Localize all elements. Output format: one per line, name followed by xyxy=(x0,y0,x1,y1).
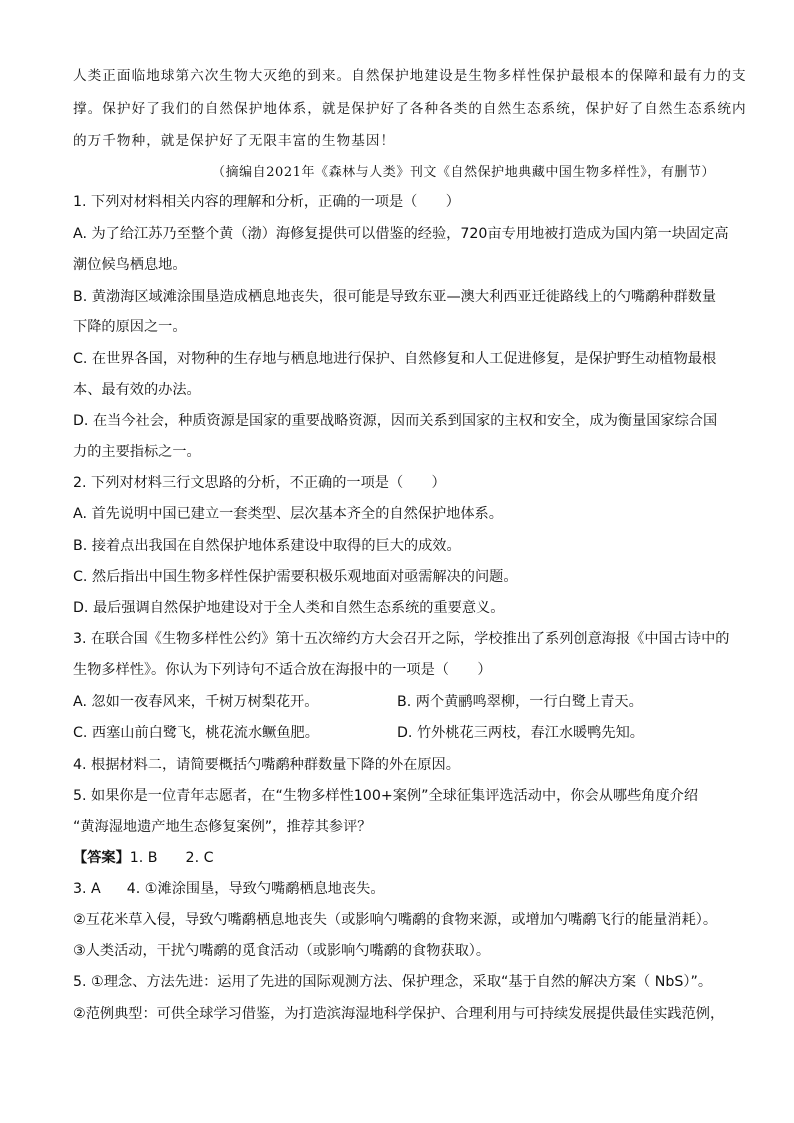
q3-stem-line-2: 生物多样性》。你认为下列诗句不适合放在海报中的一项是（ ） xyxy=(73,662,492,678)
q1-option-b-line-2: 下降的原因之一。 xyxy=(73,319,187,335)
answer-5-point-2: ②范例典型：可供全球学习借鉴，为打造滨海湿地科学保护、合理利用与可持续发展提供最佳实践范例， xyxy=(73,1006,725,1022)
answer-tag: 【答案】 xyxy=(73,850,130,866)
q1-option-a-line-1: A. 为了给江苏乃至整个黄（渤）海修复提供可以借鉴的经验，720亩专用地被打造成为国内第一块固定高 xyxy=(73,226,729,242)
q5-stem-line-2: “黄海湿地遗产地生态修复案例”，推荐其参评？ xyxy=(73,819,372,835)
q1-stem: 1. 下列对材料相关内容的理解和分析，正确的一项是（ ） xyxy=(73,194,460,210)
q1-option-b-line-1: B. 黄渤海区域滩涂围垦造成栖息地丧失，很可能是导致东亚—澳大利西亚迁徙路线上的勺嘴鹬种群数量 xyxy=(73,289,717,305)
answer-line-1 xyxy=(73,849,214,867)
passage-line-1: 人类正面临地球第六次生物大灭绝的到来。自然保护地建设是生物多样性保护最根本的保障和最有力的支 xyxy=(73,68,747,84)
q1-option-d-line-1: D. 在当今社会，种质资源是国家的重要战略资源，因而关系到国家的主权和安全，成为衡量国家综合国 xyxy=(73,413,718,429)
answer-2: 2. C xyxy=(185,850,214,866)
answer-4-point-1: 4. ①滩涂围垦，导致勺嘴鹬栖息地丧失。 xyxy=(126,881,385,897)
q5-stem-line-1: 5. 如果你是一位青年志愿者，在“生物多样性100+案例”全球征集评选活动中，你会从哪些角度介绍 xyxy=(73,788,699,804)
passage-line-2: 撑。保护好了我们的自然保护地体系，就是保护好了各种各类的自然生态系统，保护好了自然生态系统内 xyxy=(73,101,747,117)
q3-option-a: A. 忽如一夜春风来，千树万树梨花开。 xyxy=(73,694,319,710)
answer-5-point-1: 5. ①理念、方法先进：运用了先进的国际观测方法、保护理念，采取“基于自然的解决方案（ NbS）”。 xyxy=(73,974,713,990)
q3-option-c: C. 西塞山前白鹭飞，桃花流水鳜鱼肥。 xyxy=(73,725,319,741)
q1-option-c-line-1: C. 在世界各国，对物种的生存地与栖息地进行保护、自然修复和人工促进修复，是保护野生动植物最根 xyxy=(73,351,717,367)
q1-option-c-line-2: 本、最有效的办法。 xyxy=(73,382,201,398)
q2-option-d: D. 最后强调自然保护地建设对于全人类和自然生态系统的重要意义。 xyxy=(73,600,505,616)
q2-stem: 2. 下列对材料三行文思路的分析，不正确的一项是（ ） xyxy=(73,475,446,491)
q3-option-b: B. 两个黄鹂鸣翠柳，一行白鹭上青天。 xyxy=(397,694,643,710)
q3-stem-line-1: 3. 在联合国《生物多样性公约》第十五次缔约方大会召开之际，学校推出了系列创意海报《中国古诗中的 xyxy=(73,631,730,647)
q2-option-a: A. 首先说明中国已建立一套类型、层次基本齐全的自然保护地体系。 xyxy=(73,506,503,522)
answer-4-point-2: ②互花米草入侵，导致勺嘴鹬栖息地丧失（或影响勺嘴鹬的食物来源，或增加勺嘴鹬飞行的能量消耗）。 xyxy=(73,912,718,928)
q2-option-c: C. 然后指出中国生物多样性保护需要积极乐观地面对亟需解决的问题。 xyxy=(73,569,518,585)
q3-option-d: D. 竹外桃花三两枝，春江水暖鸭先知。 xyxy=(397,725,644,741)
passage-line-3: 的万千物种，就是保护好了无限丰富的生物基因！ xyxy=(73,133,396,149)
answer-3: 3. A xyxy=(73,881,101,897)
answer-1: 1. B xyxy=(129,850,158,866)
q1-option-a-line-2: 潮位候鸟栖息地。 xyxy=(73,257,187,273)
answer-line-2 xyxy=(73,880,385,898)
passage-source: （摘编自2021年《森林与人类》刊文《自然保护地典藏中国生物多样性》，有删节） xyxy=(212,165,716,180)
q1-option-d-line-2: 力的主要指标之一。 xyxy=(73,444,201,460)
q2-option-b: B. 接着点出我国在自然保护地体系建设中取得的巨大的成效。 xyxy=(73,538,461,554)
answer-4-point-3: ③人类活动，干扰勺嘴鹬的觅食活动（或影响勺嘴鹬的食物获取）。 xyxy=(73,943,491,959)
q4-stem: 4. 根据材料二，请简要概括勺嘴鹬种群数量下降的外在原因。 xyxy=(73,757,460,773)
